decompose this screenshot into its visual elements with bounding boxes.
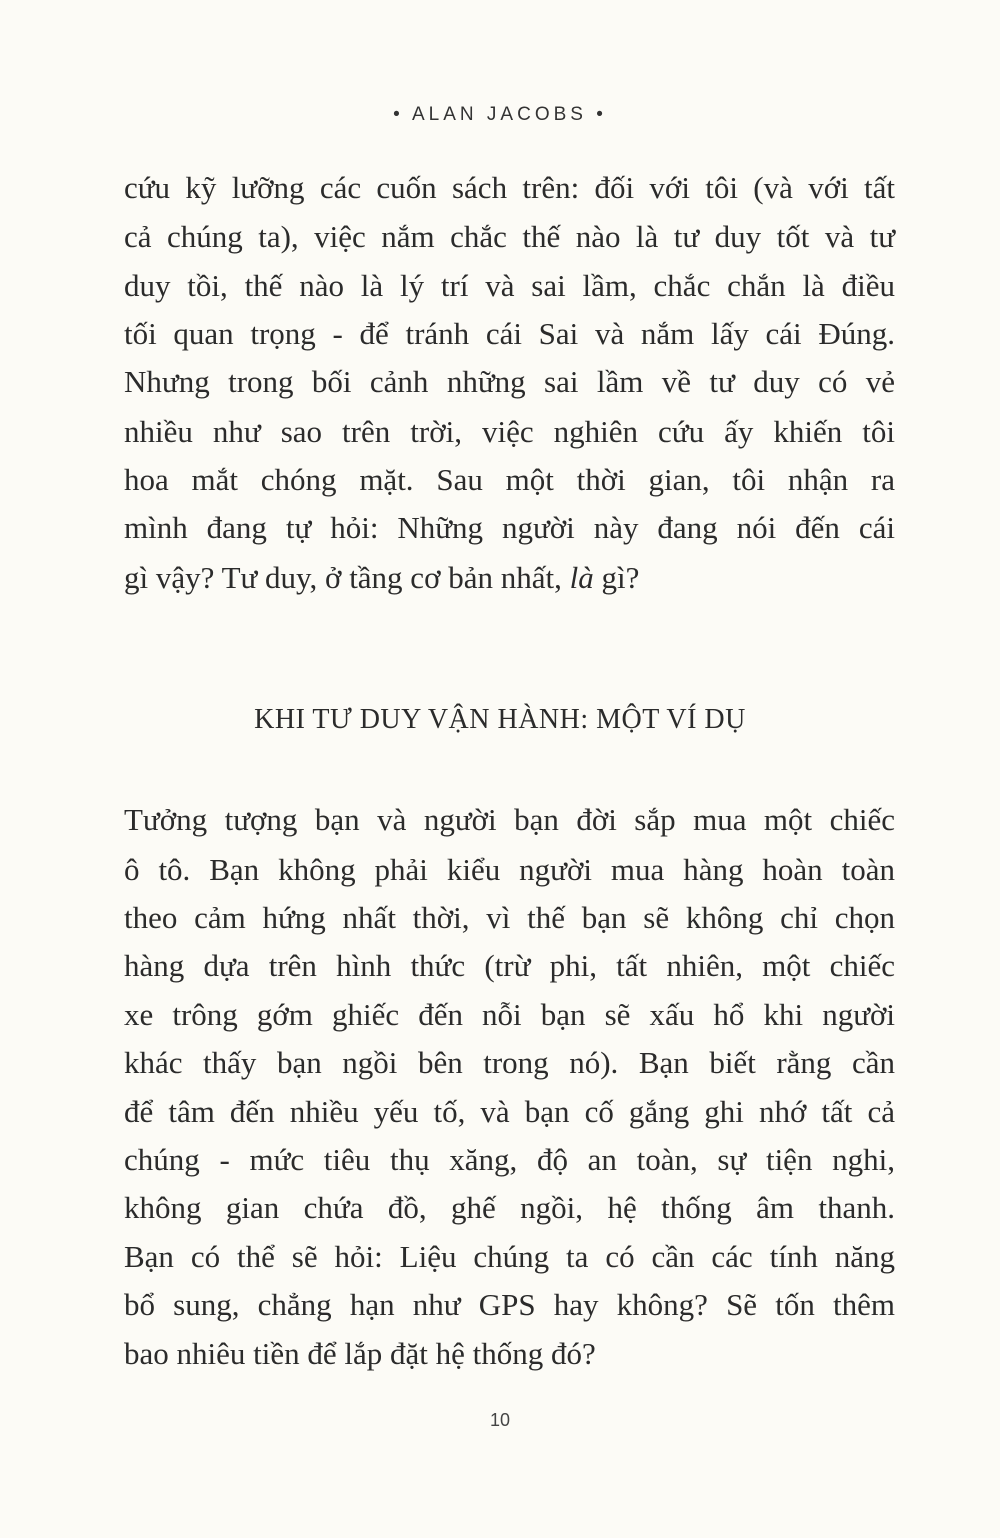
- text-line: không gian chứa đồ, ghế ngồi, hệ thống âm thanh.: [124, 1190, 895, 1225]
- text-run: gì?: [593, 560, 640, 595]
- text-line: mình đang tự hỏi: Những người này đang nói đến cái: [124, 510, 895, 545]
- running-head-author: • ALAN JACOBS •: [393, 104, 607, 125]
- text-line: để tâm đến nhiều yếu tố, và bạn cố gắng ghi nhớ tất cả: [124, 1094, 895, 1129]
- text-line: hàng dựa trên hình thức (trừ phi, tất nhiên, một chiếc: [124, 948, 895, 983]
- text-line: duy tồi, thế nào là lý trí và sai lầm, chắc chắn là điều: [124, 268, 895, 303]
- text-line: Bạn có thể sẽ hỏi: Liệu chúng ta có cần các tính năng: [124, 1239, 895, 1274]
- text-line: chúng - mức tiêu thụ xăng, độ an toàn, sự tiện nghi,: [124, 1142, 895, 1177]
- text-line: hoa mắt chóng mặt. Sau một thời gian, tôi nhận ra: [124, 462, 895, 497]
- text-line: theo cảm hứng nhất thời, vì thế bạn sẽ không chỉ chọn: [124, 900, 895, 935]
- text-line: tối quan trọng - để tránh cái Sai và nắm lấy cái Đúng.: [124, 316, 895, 351]
- text-line: Nhưng trong bối cảnh những sai lầm về tư duy có vẻ: [124, 364, 895, 399]
- text-line: [124, 554, 895, 602]
- italic-emphasis: là: [569, 560, 594, 595]
- text-run: gì vậy? Tư duy, ở tầng cơ bản nhất,: [124, 560, 570, 595]
- text-line: bao nhiêu tiền để lắp đặt hệ thống đó?: [124, 1336, 596, 1371]
- text-line: cứu kỹ lưỡng các cuốn sách trên: đối với tôi (và với tất: [124, 170, 895, 205]
- text-line: xe trông gớm ghiếc đến nỗi bạn sẽ xấu hổ khi người: [124, 997, 895, 1032]
- text-line: ô tô. Bạn không phải kiểu người mua hàng hoàn toàn: [124, 852, 895, 887]
- section-heading: KHI TƯ DUY VẬN HÀNH: MỘT VÍ DỤ: [254, 704, 746, 735]
- page-number: 10: [489, 1410, 511, 1430]
- text-line: bổ sung, chẳng hạn như GPS hay không? Sẽ tốn thêm: [124, 1287, 895, 1322]
- text-line: cả chúng ta), việc nắm chắc thế nào là tư duy tốt và tư: [124, 219, 895, 254]
- text-line: Tưởng tượng bạn và người bạn đời sắp mua một chiếc: [124, 802, 895, 837]
- text-line: nhiều như sao trên trời, việc nghiên cứu ấy khiến tôi: [124, 414, 895, 449]
- text-line: khác thấy bạn ngồi bên trong nó). Bạn biết rằng cần: [124, 1045, 895, 1080]
